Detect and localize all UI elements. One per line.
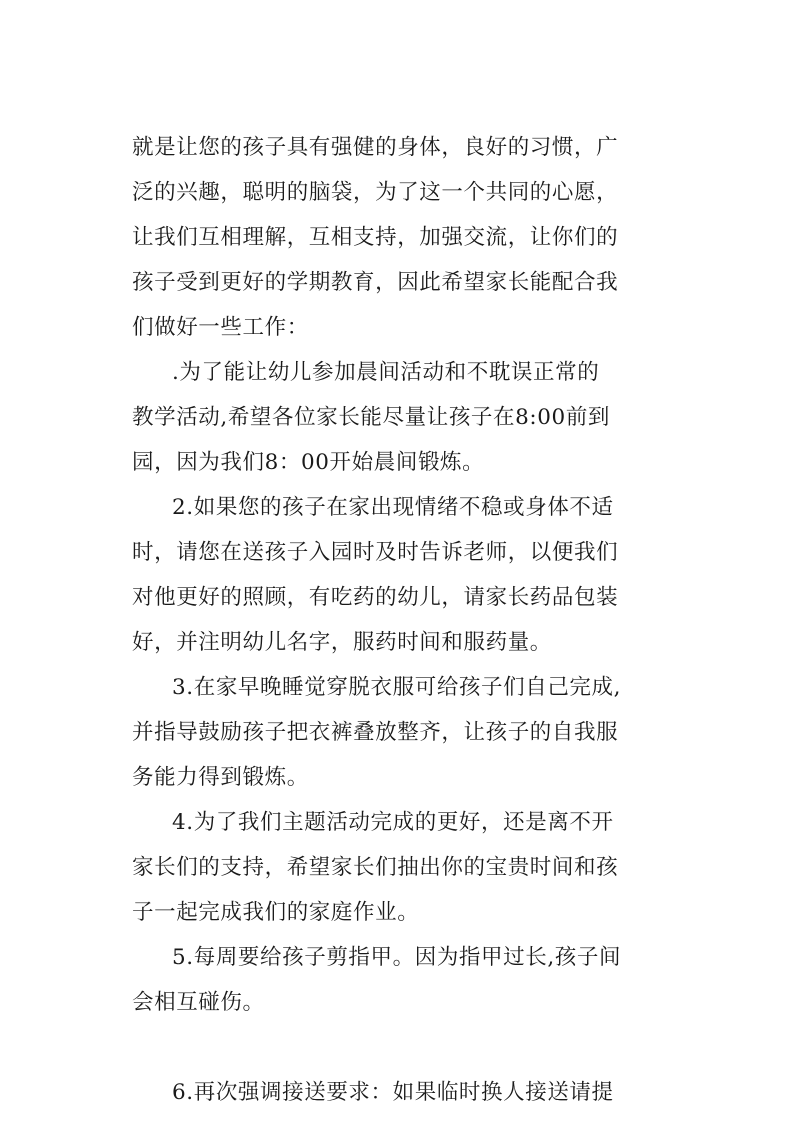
- item-1-line: .为了能让幼儿参加晨间活动和不耽误正常的: [172, 360, 600, 385]
- intro-line: 泛的兴趣，聪明的脑袋，为了这一个共同的心愿，: [132, 180, 619, 205]
- item-2-line: 2.如果您的孩子在家出现情绪不稳或身体不适: [172, 495, 614, 520]
- intro-line: 们做好一些工作：: [132, 315, 309, 340]
- intro-line: 让我们互相理解，互相支持，加强交流，让你们的: [132, 225, 619, 250]
- item-1-line: 园，因为我们8：00开始晨间锻炼。: [132, 450, 485, 475]
- item-2-line: 时，请您在送孩子入园时及时告诉老师，以便我们: [132, 540, 619, 565]
- item-3-line: 并指导鼓励孩子把衣裤叠放整齐，让孩子的自我服: [132, 720, 619, 745]
- item-6-line: 6.再次强调接送要求：如果临时换人接送请提: [172, 1080, 614, 1105]
- item-2-line: 好，并注明幼儿名字，服药时间和服药量。: [132, 630, 552, 655]
- item-1-line: 教学活动,希望各位家长能尽量让孩子在8:00前到: [132, 405, 611, 430]
- item-3-line: 3.在家早晚睡觉穿脱衣服可给孩子们自己完成,: [172, 675, 622, 700]
- item-4-line: 家长们的支持，希望家长们抽出你的宝贵时间和孩: [132, 855, 619, 880]
- item-4-line: 子一起完成我们的家庭作业。: [132, 900, 420, 925]
- item-5-line: 会相互碰伤。: [132, 990, 265, 1015]
- item-2-line: 对他更好的照顾，有吃药的幼儿，请家长药品包装: [132, 585, 619, 610]
- item-4-line: 4.为了我们主题活动完成的更好，还是离不开: [172, 810, 614, 835]
- intro-line: 就是让您的孩子具有强健的身体，良好的习惯，广: [132, 135, 619, 160]
- item-3-line: 务能力得到锻炼。: [132, 765, 309, 790]
- item-5-line: 5.每周要给孩子剪指甲。因为指甲过长,孩子间: [172, 945, 622, 970]
- intro-line: 孩子受到更好的学期教育，因此希望家长能配合我: [132, 270, 619, 295]
